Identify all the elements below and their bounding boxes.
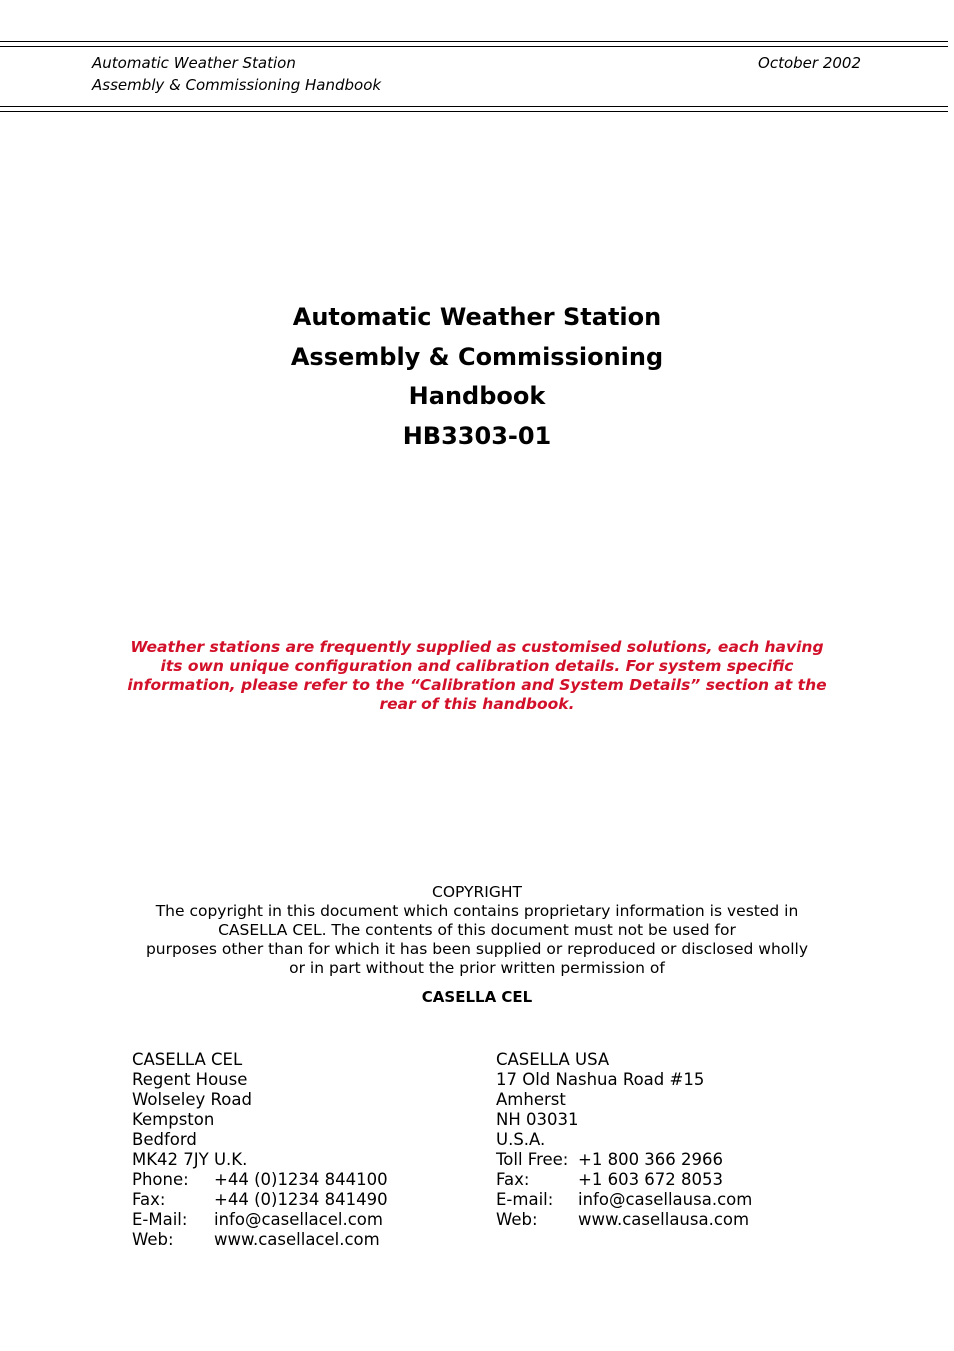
copyright-owner: CASELLA CEL bbox=[421, 988, 533, 1006]
contact-label: Toll Free: bbox=[496, 1150, 569, 1169]
contact-value: info@casellacel.com bbox=[214, 1210, 383, 1229]
copyright-text-line: purposes other than for which it has been supplied or reproduced or disclosed wholly bbox=[145, 940, 809, 958]
header-top-rule bbox=[0, 41, 948, 42]
copyright-text-line: or in part without the prior written permission of bbox=[289, 959, 665, 977]
header-bottom-rule-inner bbox=[0, 111, 948, 112]
contact-email bbox=[496, 1190, 752, 1210]
address-line: Kempston bbox=[132, 1110, 215, 1129]
contact-value: www.casellausa.com bbox=[578, 1210, 750, 1229]
address-usa bbox=[496, 1050, 752, 1230]
contact-label: E-Mail: bbox=[132, 1210, 188, 1229]
address-line: Wolseley Road bbox=[132, 1090, 252, 1109]
running-header-title: Automatic Weather Station bbox=[92, 54, 296, 72]
address-line: Bedford bbox=[132, 1130, 197, 1149]
contact-phone bbox=[132, 1170, 388, 1190]
address-uk bbox=[132, 1050, 388, 1250]
address-line: MK42 7JY U.K. bbox=[132, 1150, 248, 1169]
contact-email bbox=[132, 1210, 388, 1230]
contact-label: E-mail: bbox=[496, 1190, 554, 1209]
contact-value: www.casellacel.com bbox=[214, 1230, 380, 1249]
address-line: 17 Old Nashua Road #15 bbox=[496, 1070, 705, 1089]
address-line: Amherst bbox=[496, 1090, 566, 1109]
copyright-text-line: CASELLA CEL. The contents of this document must not be used for bbox=[218, 921, 736, 939]
running-header-date: October 2002 bbox=[758, 54, 861, 72]
contact-fax bbox=[132, 1190, 388, 1210]
title-line-3: Handbook bbox=[408, 382, 546, 410]
contact-value: info@casellausa.com bbox=[578, 1190, 753, 1209]
running-header-subtitle: Assembly & Commissioning Handbook bbox=[92, 76, 382, 94]
contact-label: Web: bbox=[132, 1230, 174, 1249]
header-top-rule-inner bbox=[0, 46, 948, 47]
contact-fax bbox=[496, 1170, 752, 1190]
document-number: HB3303-01 bbox=[402, 421, 552, 450]
contact-label: Fax: bbox=[496, 1170, 530, 1189]
contact-web bbox=[132, 1230, 388, 1250]
contact-value: +1 603 672 8053 bbox=[578, 1170, 724, 1189]
document-title bbox=[0, 298, 954, 456]
copyright-text-line: The copyright in this document which contains proprietary information is vested in bbox=[155, 902, 799, 920]
header-bottom-rule bbox=[0, 106, 948, 107]
contact-value: +1 800 366 2966 bbox=[578, 1150, 724, 1169]
address-line: NH 03031 bbox=[496, 1110, 579, 1129]
contact-label: Fax: bbox=[132, 1190, 166, 1209]
title-line-2: Assembly & Commissioning bbox=[290, 342, 664, 371]
address-line: U.S.A. bbox=[496, 1130, 546, 1149]
copyright-heading: COPYRIGHT bbox=[432, 883, 522, 901]
customisation-notice: Weather stations are frequently supplied as customised solutions, each having its own unique configuration and calibration details. For system specific information, please refer to the “Calibration and System Details” section at the rear of this handbook. bbox=[127, 638, 827, 713]
title-line-1: Automatic Weather Station bbox=[292, 303, 662, 331]
contact-web bbox=[496, 1210, 752, 1230]
address-line: Regent House bbox=[132, 1070, 248, 1089]
address-line: CASELLA CEL bbox=[132, 1050, 243, 1069]
running-header bbox=[92, 52, 381, 96]
contact-value: +44 (0)1234 844100 bbox=[214, 1170, 388, 1189]
contact-label: Phone: bbox=[132, 1170, 189, 1189]
address-line: CASELLA USA bbox=[496, 1050, 610, 1069]
contact-label: Web: bbox=[496, 1210, 538, 1229]
copyright-block bbox=[100, 883, 854, 1007]
contact-toll-free bbox=[496, 1150, 752, 1170]
contact-value: +44 (0)1234 841490 bbox=[214, 1190, 388, 1209]
